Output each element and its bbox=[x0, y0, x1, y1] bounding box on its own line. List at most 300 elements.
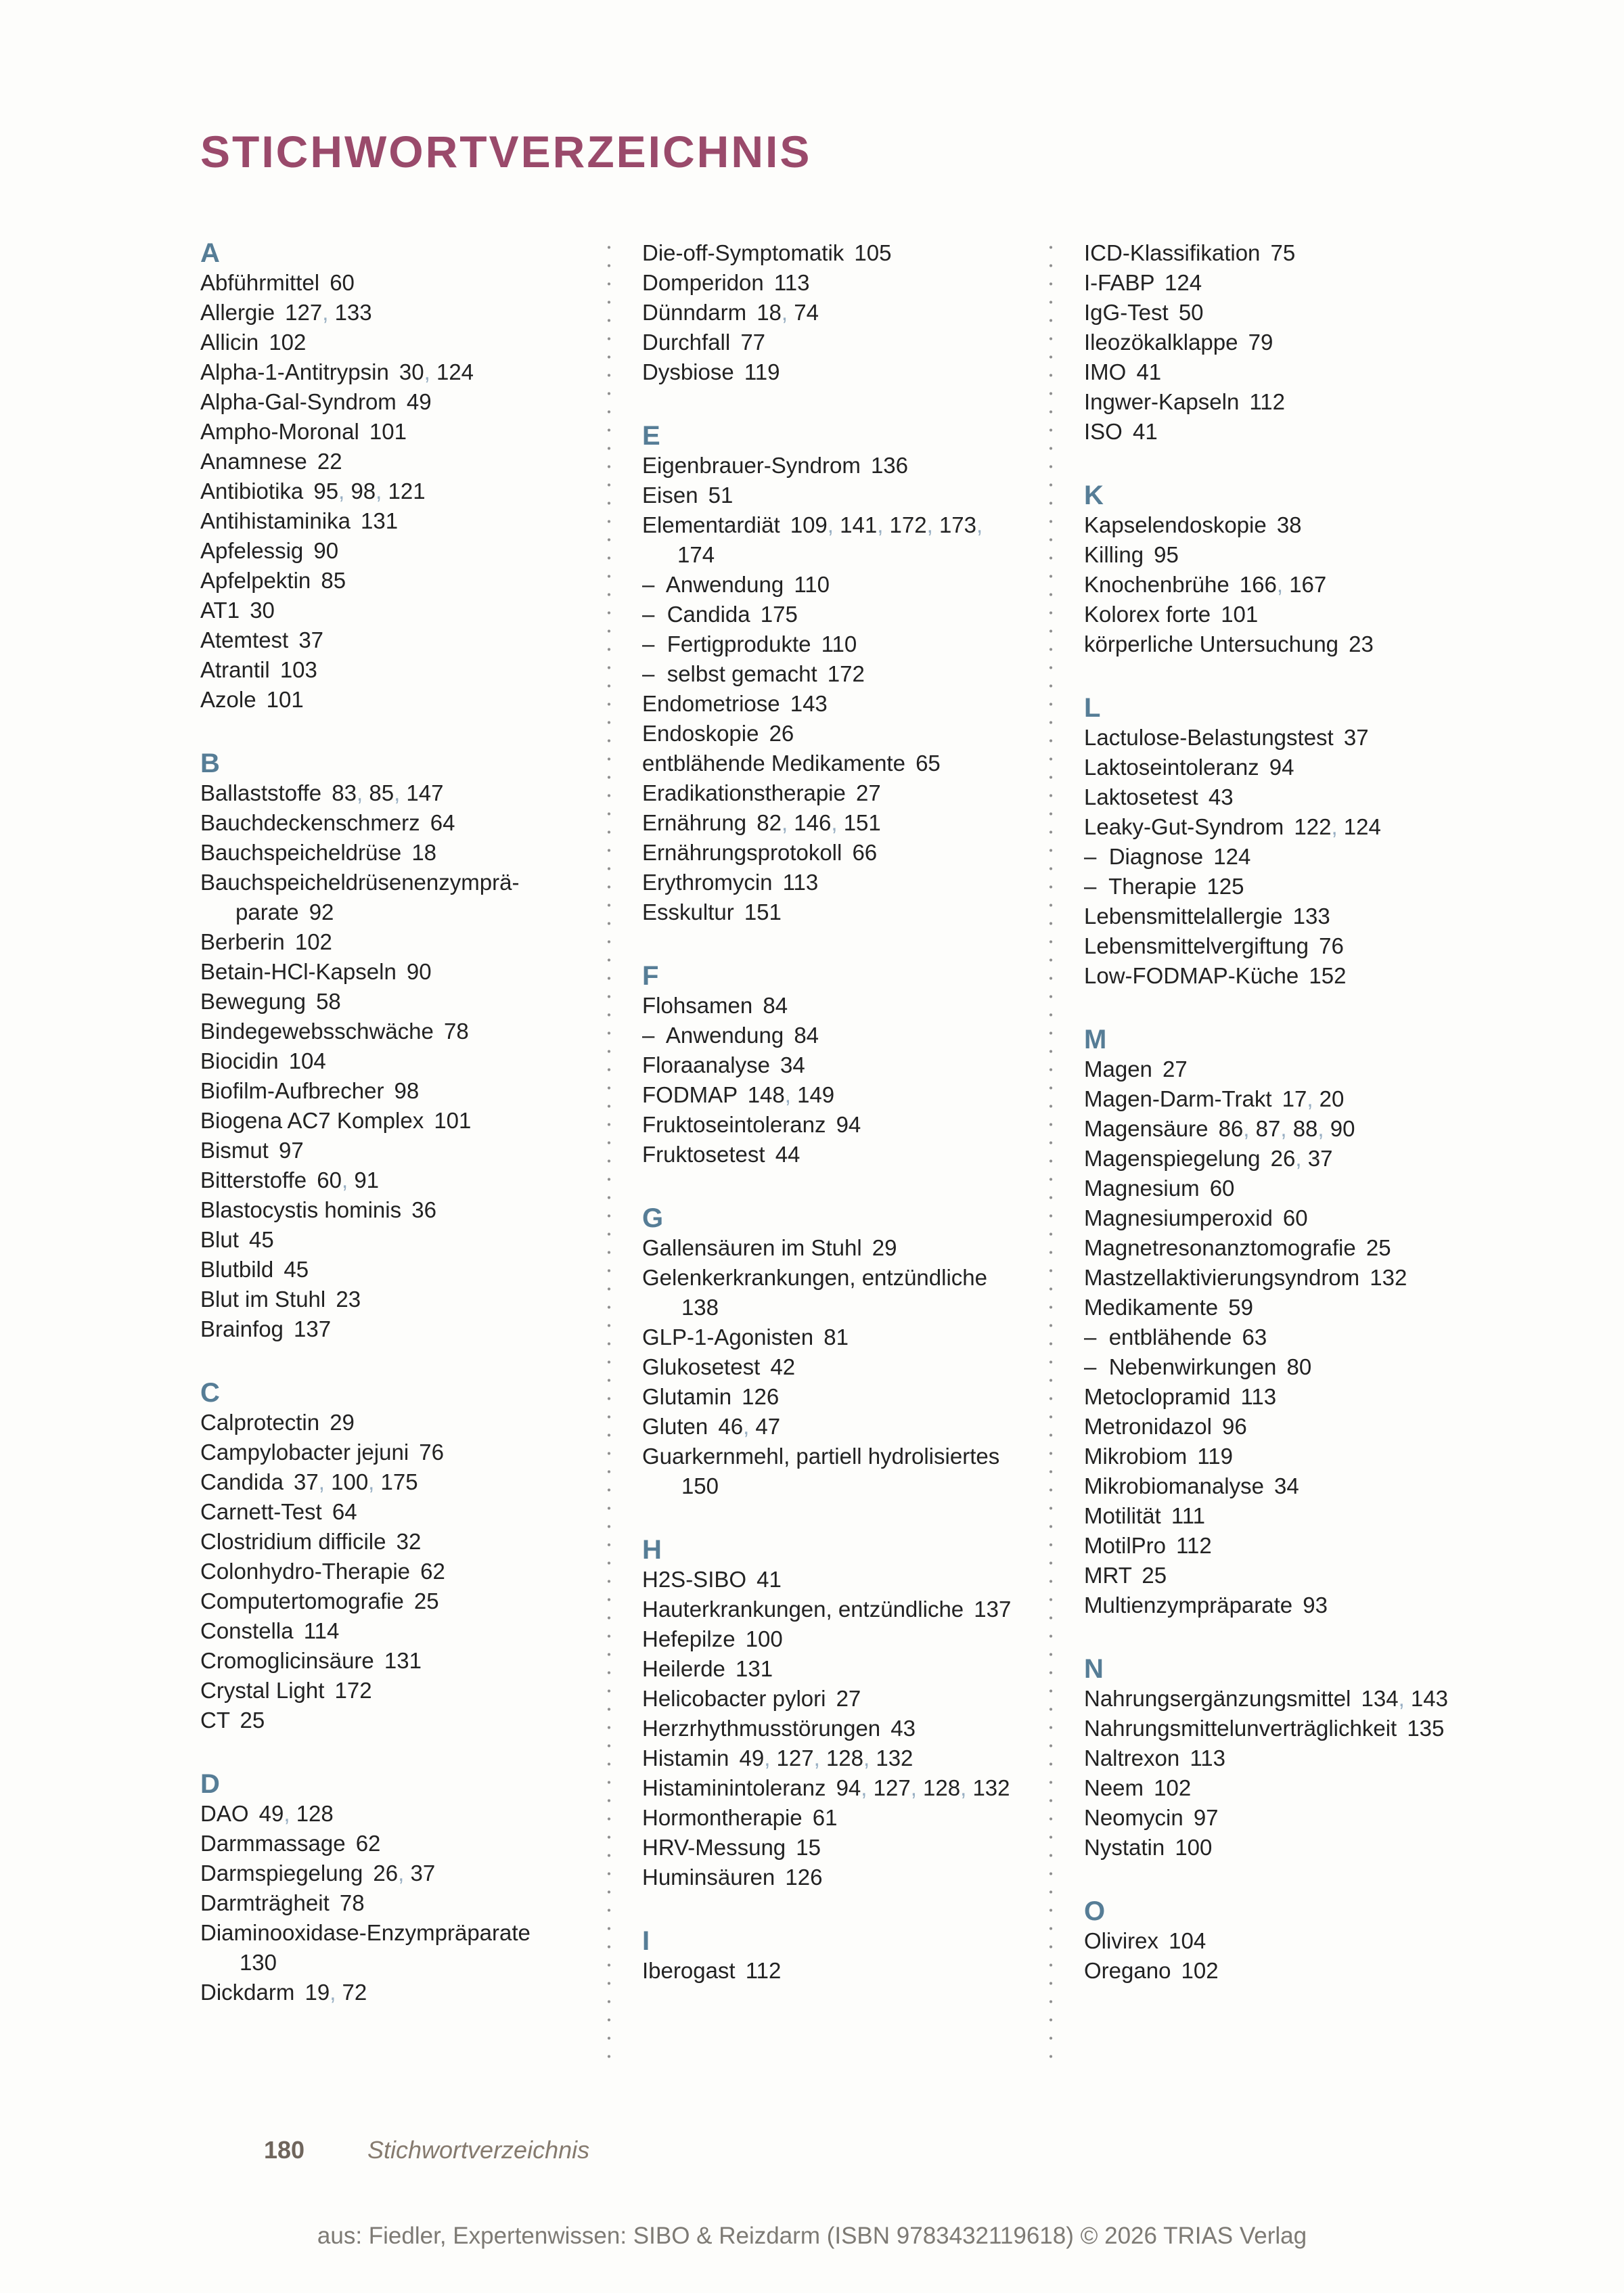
page-number-comma: , bbox=[322, 300, 335, 325]
page-numbers bbox=[240, 1950, 277, 1975]
page-number: 25 bbox=[1366, 1235, 1391, 1260]
page-number: 61 bbox=[812, 1805, 838, 1830]
index-entry bbox=[200, 1706, 571, 1735]
index-term: Campylobacter jejuni bbox=[200, 1440, 409, 1465]
index-section bbox=[200, 1378, 571, 1735]
index-entry bbox=[642, 1956, 1013, 1986]
index-entry bbox=[642, 1412, 1013, 1442]
index-term: Iberogast bbox=[642, 1958, 736, 1983]
page-number-comma: , bbox=[976, 512, 983, 537]
index-entry bbox=[200, 987, 571, 1017]
index-entry bbox=[642, 298, 1013, 328]
page-number: 78 bbox=[339, 1890, 365, 1915]
page-numbers bbox=[794, 572, 830, 597]
index-entry bbox=[642, 868, 1013, 897]
index-entry bbox=[200, 1646, 571, 1676]
page-numbers bbox=[1222, 1414, 1247, 1439]
page-number: 72 bbox=[342, 1980, 367, 2005]
page-numbers bbox=[1197, 1444, 1233, 1469]
page-number: 95 bbox=[313, 478, 339, 504]
index-term: Naltrexon bbox=[1084, 1745, 1180, 1771]
page-numbers bbox=[796, 1835, 821, 1860]
index-entry bbox=[642, 1050, 1013, 1080]
index-entry bbox=[642, 1080, 1013, 1110]
page-number: 90 bbox=[313, 538, 339, 563]
page-number: 137 bbox=[974, 1597, 1012, 1622]
index-entry bbox=[200, 1616, 571, 1646]
index-term: Heilerde bbox=[642, 1656, 725, 1681]
index-term: Nahrungsmittelunverträglichkeit bbox=[1084, 1716, 1397, 1741]
page-number: 60 bbox=[317, 1167, 342, 1193]
index-entry bbox=[200, 655, 571, 685]
page-number: 128 bbox=[296, 1801, 334, 1826]
page-numbers bbox=[444, 1019, 469, 1044]
page-number: 131 bbox=[361, 508, 399, 533]
page-number: 172 bbox=[827, 661, 865, 686]
page-numbers bbox=[284, 1257, 309, 1282]
page-number: 45 bbox=[284, 1257, 309, 1282]
page-numbers bbox=[356, 1831, 381, 1856]
index-entry bbox=[200, 536, 571, 566]
index-entry bbox=[200, 447, 571, 476]
index-term: Gallensäuren im Stuhl bbox=[642, 1235, 862, 1260]
index-entry bbox=[642, 451, 1013, 481]
page-numbers bbox=[769, 721, 794, 746]
page-number: 38 bbox=[1276, 512, 1302, 537]
page-number: 94 bbox=[836, 1775, 861, 1800]
page-number: 175 bbox=[760, 602, 798, 627]
page-number: 101 bbox=[369, 419, 407, 444]
index-entry bbox=[200, 838, 571, 868]
index-entry bbox=[200, 566, 571, 596]
page-number: 109 bbox=[790, 512, 828, 537]
page-number: 98 bbox=[394, 1078, 420, 1103]
page-numbers bbox=[295, 929, 332, 954]
index-term: Dysbiose bbox=[642, 359, 734, 384]
page-number: 148 bbox=[747, 1082, 785, 1107]
page-number: 84 bbox=[763, 993, 788, 1018]
page-number: 143 bbox=[790, 691, 828, 716]
index-entry bbox=[1084, 1926, 1455, 1956]
index-entry bbox=[1084, 1352, 1455, 1382]
page-number: 110 bbox=[794, 572, 830, 597]
page-number-comma: , bbox=[827, 512, 840, 537]
page-numbers bbox=[332, 1499, 357, 1524]
index-section bbox=[1084, 1654, 1455, 1863]
section-letter-heading: D bbox=[200, 1769, 220, 1799]
index-entry bbox=[642, 1322, 1013, 1352]
index-term: Brainfog bbox=[200, 1316, 284, 1341]
index-section bbox=[1084, 1896, 1455, 1986]
page-number-comma: , bbox=[318, 1469, 332, 1494]
page-number: 114 bbox=[303, 1618, 340, 1643]
index-entry bbox=[642, 1803, 1013, 1833]
index-section bbox=[200, 749, 571, 1344]
page-numbers bbox=[828, 661, 865, 686]
index-entry bbox=[200, 1017, 571, 1046]
index-columns bbox=[200, 238, 1455, 2007]
page-numbers bbox=[336, 1287, 361, 1312]
page-number: 66 bbox=[852, 840, 878, 865]
index-term: Therapie bbox=[1108, 874, 1197, 899]
page-number: 127 bbox=[873, 1775, 911, 1800]
index-entry bbox=[642, 689, 1013, 719]
page-numbers bbox=[304, 1618, 340, 1643]
page-number-comma: , bbox=[926, 512, 939, 537]
page-numbers bbox=[744, 359, 780, 384]
page-number-comma: , bbox=[338, 478, 351, 504]
index-entry bbox=[1084, 1442, 1455, 1471]
index-entry bbox=[200, 476, 571, 506]
index-term: Cromoglicinsäure bbox=[200, 1648, 374, 1673]
page-number: 133 bbox=[1292, 904, 1330, 929]
page-number: 135 bbox=[1407, 1716, 1445, 1741]
page-number: 87 bbox=[1255, 1116, 1281, 1141]
index-entry bbox=[1084, 328, 1455, 357]
index-entry bbox=[642, 897, 1013, 927]
page-number: 174 bbox=[677, 542, 715, 567]
page-numbers bbox=[340, 1890, 365, 1915]
page-number: 112 bbox=[745, 1958, 782, 1983]
page-number-comma: , bbox=[877, 512, 890, 537]
page-numbers bbox=[414, 1588, 439, 1613]
page-numbers bbox=[304, 1980, 367, 2005]
page-number: 74 bbox=[794, 300, 819, 325]
page-numbers bbox=[821, 631, 857, 656]
section-letter-heading: A bbox=[200, 238, 220, 268]
page-number: 79 bbox=[1248, 330, 1273, 355]
page-numbers bbox=[240, 1708, 265, 1733]
page-number: 124 bbox=[1343, 814, 1381, 839]
page-number: 63 bbox=[1242, 1324, 1267, 1350]
page-number: 34 bbox=[780, 1052, 805, 1077]
page-number: 62 bbox=[420, 1559, 445, 1584]
page-numbers bbox=[1248, 330, 1273, 355]
index-entry bbox=[1084, 510, 1455, 540]
page-number: 23 bbox=[1349, 631, 1374, 656]
index-term: HRV-Messung bbox=[642, 1835, 786, 1860]
index-term: Nystatin bbox=[1084, 1835, 1165, 1860]
page-number: 27 bbox=[855, 780, 881, 805]
section-letter-heading: K bbox=[1084, 481, 1104, 510]
page-number: 18 bbox=[411, 840, 437, 865]
index-entry bbox=[1084, 387, 1455, 417]
page-number: 119 bbox=[744, 359, 780, 384]
page-numbers bbox=[1294, 814, 1380, 839]
index-entry bbox=[200, 1676, 571, 1706]
index-entry bbox=[1084, 1084, 1455, 1114]
page-number: 172 bbox=[889, 512, 927, 537]
index-entry bbox=[1084, 1773, 1455, 1803]
index-entry bbox=[642, 808, 1013, 838]
index-term: Glutamin bbox=[642, 1384, 732, 1409]
page-number: 130 bbox=[239, 1950, 277, 1975]
index-term: Gluten bbox=[642, 1414, 708, 1439]
index-entry bbox=[200, 268, 571, 298]
index-entry bbox=[642, 481, 1013, 510]
index-section bbox=[1084, 238, 1455, 447]
index-entry bbox=[642, 1863, 1013, 1892]
page-number: 166 bbox=[1239, 572, 1277, 597]
index-entry bbox=[1084, 600, 1455, 629]
index-term: Leaky-Gut-Syndrom bbox=[1084, 814, 1284, 839]
index-term: Computertomografie bbox=[200, 1588, 404, 1613]
page-number: 45 bbox=[248, 1227, 274, 1252]
page-number: 60 bbox=[330, 270, 355, 295]
index-entry bbox=[642, 1624, 1013, 1654]
index-entry bbox=[1084, 417, 1455, 447]
index-term: Metronidazol bbox=[1084, 1414, 1212, 1439]
footer-section-label: Stichwortverzeichnis bbox=[367, 2136, 590, 2164]
index-entry bbox=[200, 1136, 571, 1165]
index-entry bbox=[200, 298, 571, 328]
index-term: Blut bbox=[200, 1227, 239, 1252]
index-term: Erythromycin bbox=[642, 870, 773, 895]
page-numbers bbox=[1344, 725, 1369, 750]
index-term: Ingwer-Kapseln bbox=[1084, 389, 1240, 414]
page-number: 34 bbox=[1274, 1473, 1299, 1498]
page-number: 126 bbox=[785, 1865, 823, 1890]
page-numbers bbox=[1277, 512, 1302, 537]
index-term: Laktoseintoleranz bbox=[1084, 755, 1259, 780]
page-number: 173 bbox=[939, 512, 976, 537]
page-number: 49 bbox=[406, 389, 432, 414]
section-letter-heading: M bbox=[1084, 1025, 1107, 1054]
index-entry bbox=[200, 1467, 571, 1497]
index-entry bbox=[1084, 1956, 1455, 1986]
index-term: Darmmassage bbox=[200, 1831, 346, 1856]
page-number: 62 bbox=[355, 1831, 381, 1856]
page-number: 101 bbox=[1221, 602, 1259, 627]
page-number: 93 bbox=[1303, 1593, 1328, 1618]
page-numbers bbox=[746, 1958, 782, 1983]
page-number: 110 bbox=[821, 631, 857, 656]
page-number-comma: , bbox=[813, 1745, 826, 1771]
page-number: 26 bbox=[1270, 1146, 1296, 1171]
page-numbers bbox=[736, 1656, 773, 1681]
index-term: Anwendung bbox=[665, 572, 784, 597]
section-letter-heading: L bbox=[1084, 693, 1101, 723]
index-term: Dickdarm bbox=[200, 1980, 295, 2005]
index-entry bbox=[200, 1527, 571, 1557]
page-number: 124 bbox=[436, 359, 474, 384]
page-number: 151 bbox=[744, 899, 782, 925]
page-numbers bbox=[1221, 602, 1258, 627]
page-number: 104 bbox=[288, 1048, 326, 1073]
index-term: Laktosetest bbox=[1084, 784, 1198, 809]
index-term: Bismut bbox=[200, 1138, 269, 1163]
page-number: 83 bbox=[332, 780, 357, 805]
index-term: AT1 bbox=[200, 598, 240, 623]
page-number: 150 bbox=[681, 1473, 719, 1498]
index-term: Bewegung bbox=[200, 989, 306, 1014]
index-entry bbox=[200, 1497, 571, 1527]
page-number: 146 bbox=[794, 810, 832, 835]
page-number: 167 bbox=[1289, 572, 1327, 597]
index-term: Calprotectin bbox=[200, 1410, 320, 1435]
index-entry bbox=[642, 1263, 1013, 1322]
page-number: 26 bbox=[373, 1861, 399, 1886]
index-term: Ampho-Moronal bbox=[200, 419, 359, 444]
page-title: STICHWORTVERZEICHNIS bbox=[200, 127, 812, 177]
page-number-comma: , bbox=[960, 1775, 973, 1800]
index-entry bbox=[200, 1557, 571, 1586]
page-number: 102 bbox=[1154, 1775, 1192, 1800]
index-term: Antihistaminika bbox=[200, 508, 351, 533]
index-term: Carnett-Test bbox=[200, 1499, 322, 1524]
page-number: 102 bbox=[1181, 1958, 1219, 1983]
page-numbers bbox=[1349, 631, 1374, 656]
index-entry bbox=[200, 1438, 571, 1467]
index-term: Multienzympräparate bbox=[1084, 1593, 1293, 1618]
page-number: 78 bbox=[444, 1019, 469, 1044]
index-entry bbox=[200, 1888, 571, 1918]
page-numbers bbox=[763, 993, 788, 1018]
index-term: Biocidin bbox=[200, 1048, 279, 1073]
index-term: Betain-HCl-Kapseln bbox=[200, 959, 397, 984]
page-numbers bbox=[411, 1197, 436, 1222]
page-number: 47 bbox=[755, 1414, 781, 1439]
page-numbers bbox=[813, 1805, 838, 1830]
index-term: Bindegewebsschwäche bbox=[200, 1019, 434, 1044]
index-term: MRT bbox=[1084, 1563, 1132, 1588]
index-term: Endometriose bbox=[642, 691, 780, 716]
page-number: 105 bbox=[854, 240, 892, 265]
index-entry bbox=[200, 506, 571, 536]
index-entry bbox=[200, 778, 571, 808]
page-number: 90 bbox=[1330, 1116, 1355, 1141]
index-section bbox=[642, 1926, 1013, 1986]
page-number-comma: , bbox=[1331, 814, 1344, 839]
index-term: körperliche Untersuchung bbox=[1084, 631, 1339, 656]
page-numbers bbox=[1219, 1116, 1355, 1141]
page-numbers bbox=[434, 1108, 471, 1133]
index-term: Hefepilze bbox=[642, 1626, 736, 1651]
page-number: 131 bbox=[736, 1656, 773, 1681]
page-number: 27 bbox=[836, 1686, 861, 1711]
section-letter-heading: B bbox=[200, 749, 220, 778]
index-term: Berberin bbox=[200, 929, 285, 954]
index-term: Esskultur bbox=[642, 899, 734, 925]
page-numbers bbox=[1169, 1928, 1206, 1953]
page-number: 126 bbox=[742, 1384, 780, 1409]
page-number: 127 bbox=[776, 1745, 814, 1771]
index-entry bbox=[642, 328, 1013, 357]
page-numbers bbox=[317, 1167, 379, 1193]
page-numbers bbox=[740, 330, 765, 355]
index-term: Bauchspeicheldrüsenenzympräparate bbox=[200, 870, 520, 925]
index-entry bbox=[642, 629, 1013, 659]
index-term: Allicin bbox=[200, 330, 259, 355]
page-numbers bbox=[369, 419, 407, 444]
page-numbers bbox=[1228, 1295, 1253, 1320]
page-numbers bbox=[298, 627, 323, 652]
page-number: 111 bbox=[1171, 1503, 1205, 1528]
page-number: 104 bbox=[1169, 1928, 1206, 1953]
index-entry bbox=[642, 719, 1013, 749]
index-section bbox=[200, 1769, 571, 2007]
index-entry bbox=[642, 749, 1013, 778]
index-entry bbox=[1084, 1590, 1455, 1620]
page-number: 64 bbox=[430, 810, 455, 835]
index-term: Herzrhythmusstörungen bbox=[642, 1716, 881, 1741]
index-term: MotilPro bbox=[1084, 1533, 1167, 1558]
index-term: Ernährungsprotokoll bbox=[642, 840, 842, 865]
page-number: 137 bbox=[294, 1316, 332, 1341]
page-number: 152 bbox=[1309, 963, 1347, 988]
page-number: 172 bbox=[334, 1678, 372, 1703]
page-number-comma: , bbox=[1398, 1686, 1411, 1711]
index-entry bbox=[1084, 1382, 1455, 1412]
index-entry bbox=[200, 927, 571, 957]
page-number: 18 bbox=[757, 300, 782, 325]
page-number: 103 bbox=[279, 657, 317, 682]
page-number: 25 bbox=[1142, 1563, 1167, 1588]
page-numbers bbox=[1209, 784, 1234, 809]
index-column bbox=[642, 238, 1013, 1986]
index-entry bbox=[1084, 1293, 1455, 1322]
index-term: selbst gemacht bbox=[667, 661, 817, 686]
index-term: Motilität bbox=[1084, 1503, 1161, 1528]
page-number: 147 bbox=[406, 780, 444, 805]
index-term: Ernährung bbox=[642, 810, 747, 835]
index-term: Blut im Stuhl bbox=[200, 1287, 326, 1312]
index-entry bbox=[642, 1565, 1013, 1595]
index-entry bbox=[200, 1978, 571, 2007]
index-entry bbox=[1084, 268, 1455, 298]
index-entry bbox=[1084, 1263, 1455, 1293]
index-term: Neem bbox=[1084, 1775, 1144, 1800]
index-entry bbox=[1084, 1233, 1455, 1263]
page-numbers bbox=[384, 1648, 422, 1673]
page-numbers bbox=[267, 687, 304, 712]
index-section bbox=[642, 421, 1013, 927]
index-entry bbox=[642, 1743, 1013, 1773]
index-term: Apfelessig bbox=[200, 538, 304, 563]
page-numbers bbox=[746, 1626, 783, 1651]
page-numbers bbox=[1242, 1324, 1267, 1350]
page-numbers bbox=[309, 899, 334, 925]
index-entry bbox=[642, 268, 1013, 298]
page-number: 60 bbox=[1282, 1205, 1308, 1230]
page-number: 131 bbox=[384, 1648, 422, 1673]
page-number-comma: , bbox=[784, 1082, 798, 1107]
index-term: entblähende Medikamente bbox=[642, 751, 905, 776]
page-number: 125 bbox=[1206, 874, 1244, 899]
page-number: 77 bbox=[740, 330, 766, 355]
page-number: 17 bbox=[1282, 1086, 1307, 1111]
page-numbers bbox=[1282, 1086, 1345, 1111]
page-numbers bbox=[420, 1559, 445, 1584]
subentry-dash: – bbox=[642, 661, 667, 686]
page-number: 37 bbox=[1307, 1146, 1333, 1171]
index-entry bbox=[200, 685, 571, 715]
page-number: 175 bbox=[380, 1469, 418, 1494]
page-number: 59 bbox=[1228, 1295, 1253, 1320]
index-entry bbox=[642, 1714, 1013, 1743]
page-numbers bbox=[757, 1567, 782, 1592]
index-entry bbox=[200, 596, 571, 625]
page-number: 60 bbox=[1209, 1176, 1235, 1201]
index-entry bbox=[1084, 961, 1455, 991]
index-term: Clostridium difficile bbox=[200, 1529, 386, 1554]
section-letter-heading: N bbox=[1084, 1654, 1104, 1684]
page-number: 85 bbox=[369, 780, 394, 805]
index-term: DAO bbox=[200, 1801, 249, 1826]
index-entry bbox=[642, 1654, 1013, 1684]
subentry-dash: – bbox=[1084, 1324, 1109, 1350]
page-numbers bbox=[411, 840, 436, 865]
